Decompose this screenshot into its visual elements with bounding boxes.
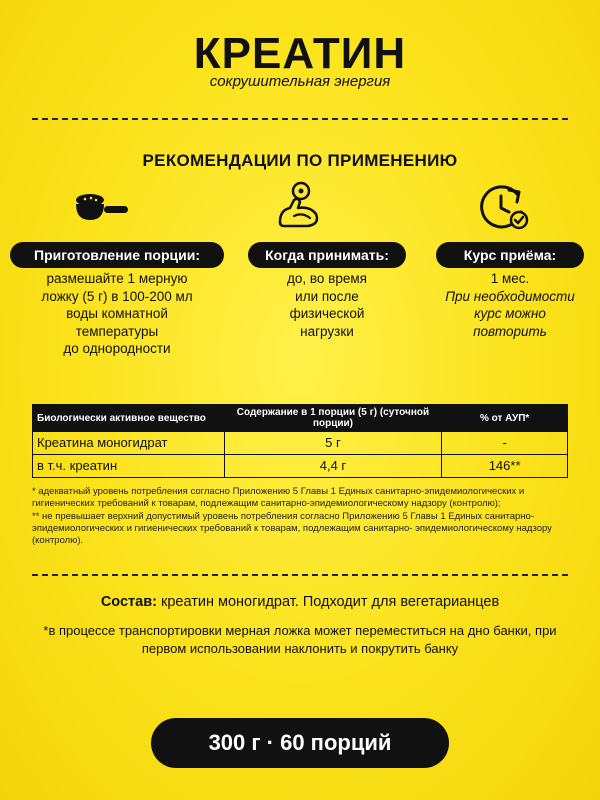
section-title: РЕКОМЕНДАЦИИ ПО ПРИМЕНЕНИЮ bbox=[142, 151, 458, 170]
course-text bbox=[420, 270, 600, 340]
pill-course: Курс приёма: bbox=[436, 242, 584, 268]
preparation-line: температуры bbox=[75, 323, 159, 339]
preparation-line: размешайте 1 мерную bbox=[46, 271, 188, 286]
divider-top bbox=[32, 118, 568, 120]
table-cell-percent: 146** bbox=[442, 455, 568, 478]
table-cell-substance: Креатина моногидрат bbox=[33, 432, 225, 455]
when-line: или после bbox=[295, 288, 359, 304]
transport-note: *в процессе транспортировки мерная ложка может переместиться на дно банки, при первом использовании наклонить и покрутить банку bbox=[43, 623, 557, 656]
when-line: нагрузки bbox=[300, 323, 354, 339]
footnote-2: ** не превышает верхний допустимый уровень потребления согласно Приложению 5 Главы 1 Единых санитарно-эпидемиологических и гигиенических требований к товарам, подлежащим санитарно- эпидемиологическому надзору (контролю). bbox=[32, 511, 552, 546]
table-cell-amount: 5 г bbox=[224, 432, 442, 455]
table-row bbox=[33, 432, 568, 455]
table-header-row bbox=[33, 405, 568, 432]
table-header-substance: Биологически активное вещество bbox=[33, 405, 225, 432]
when-line: физической bbox=[289, 306, 365, 321]
course-line: При необходимости bbox=[445, 288, 575, 304]
composition bbox=[0, 594, 600, 610]
product-subtitle: сокрушительная энергия bbox=[209, 73, 391, 90]
pill-preparation: Приготовление порции: bbox=[10, 242, 224, 268]
composition-text: креатин моногидрат. Подходит для вегетарианцев bbox=[156, 594, 500, 610]
nutrition-table bbox=[32, 404, 568, 478]
when-line: до, во время bbox=[287, 271, 367, 286]
table-header-percent: % от АУП* bbox=[442, 405, 568, 432]
table-cell-substance: в т.ч. креатин bbox=[33, 455, 225, 478]
course-line: 1 мес. bbox=[490, 271, 530, 286]
pill-when-to-take: Когда принимать: bbox=[248, 242, 406, 268]
table-row bbox=[33, 455, 568, 478]
product-title: КРЕАТИН bbox=[193, 29, 407, 78]
table-cell-amount: 4,4 г bbox=[224, 455, 442, 478]
weight-portions-badge: 300 г · 60 порций bbox=[151, 718, 449, 768]
course-line: курс можно bbox=[474, 306, 546, 321]
when-to-take-text bbox=[248, 270, 406, 340]
divider-bottom bbox=[32, 574, 568, 576]
table-header-content: Содержание в 1 порции (5 г) (суточной порции) bbox=[224, 405, 442, 432]
preparation-line: ложку (5 г) в 100-200 мл bbox=[41, 288, 193, 304]
preparation-line: до однородности bbox=[63, 341, 171, 356]
footnote-1: * адекватный уровень потребления согласно Приложению 5 Главы 1 Единых санитарно-эпидемиологических и гигиенических требований к товарам, подлежащим санитарно-эпидемиологическому надзору (контролю); bbox=[32, 486, 525, 509]
cycle-clock-icon bbox=[473, 180, 533, 234]
preparation-text bbox=[10, 270, 224, 358]
table-cell-percent: - bbox=[442, 432, 568, 455]
composition-label: Состав: bbox=[100, 594, 157, 610]
preparation-line: воды комнатной bbox=[66, 306, 168, 321]
flexed-arm-icon bbox=[270, 180, 330, 234]
course-line: повторить bbox=[473, 323, 547, 339]
scoop-icon bbox=[72, 180, 132, 234]
